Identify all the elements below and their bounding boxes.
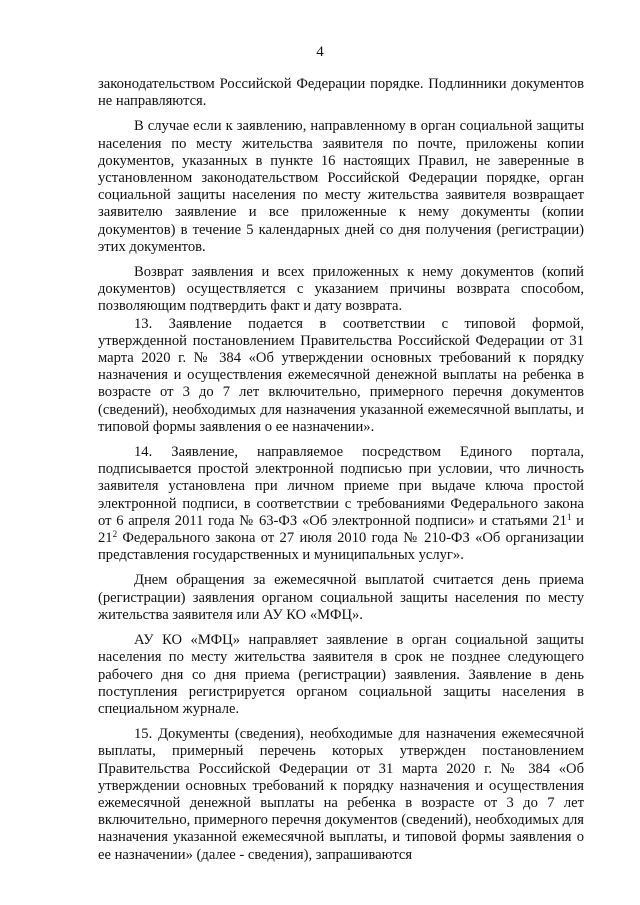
paragraph-14 (98, 444, 584, 564)
paragraph-return-reason: Возврат заявления и всех приложенных к нему документов (копий документов) осуществляется с указанием причины возврата способом, позволяющим подтвердить факт и дату возврата. (98, 264, 584, 315)
paragraph-14-text-a: 14. Заявление, направляемое посредством Единого портала, подписывается простой электронной подписью при условии, что личность заявителя установлена при личном приеме при выдаче ключа простой электронной подписи, в соответствии с требованиями Федерального закона от 6 апреля 2011 года № 63-ФЗ «Об электронной подписи» и статьями 21 (98, 444, 584, 529)
paragraph-14-text-c: Федерального закона от 27 июля 2010 года № 210-ФЗ «Об организации представления государственных и муниципальных услуг». (98, 530, 584, 564)
superscript-1: 1 (566, 511, 572, 522)
paragraph-mfc-forwarding: АУ КО «МФЦ» направляет заявление в орган социальной защиты населения по месту жительства заявителя в срок не позднее следующего рабочего дня со дня приема (регистрации) заявления. Заявление в день поступления регистрируется органом социальной защиты населения в специальном журнале. (98, 632, 584, 717)
paragraph-14-text-b: и 21 (98, 512, 584, 547)
paragraph-application-day: Днем обращения за ежемесячной выплатой считается день приема (регистрации) заявления органом социальной защиты населения по месту жительства заявителя или АУ КО «МФЦ». (98, 572, 584, 623)
paragraph-continuation: законодательством Российской Федерации порядке. Подлинники документов не направляются. (98, 76, 584, 110)
superscript-2: 2 (112, 529, 118, 540)
document-body (98, 76, 584, 864)
page-number: 4 (316, 44, 324, 60)
paragraph-return-by-mail: В случае если к заявлению, направленному в орган социальной защиты населения по месту жительства заявителя по почте, приложены копии документов, указанных в пункте 16 настоящих Правил, не заверенные в установленном законодательством Российской Федерации порядке, орган социальной защиты населения по месту жительства заявителя возвращает заявителю заявление и все приложенные к нему документы (копии документов) в течение 5 календарных дней со дня получения (регистрации) этих документов. (98, 118, 584, 255)
paragraph-13: 13. Заявление подается в соответствии с типовой формой, утвержденной постановлением Правительства Российской Федерации от 31 марта 2020 г. № 384 «Об утверждении основных требований к порядку назначения и осуществления ежемесячной денежной выплаты на ребенка в возрасте от 3 до 7 лет включительно, примерного перечня документов (сведений), необходимых для назначения указанной ежемесячной выплаты, и типовой формы заявления о ее назначении». (98, 315, 584, 435)
paragraph-15: 15. Документы (сведения), необходимые для назначения ежемесячной выплаты, примерный перечень которых утвержден постановлением Правительства Российской Федерации от 31 марта 2020 г. № 384 «Об утверждении основных требований к порядку назначения и осуществления ежемесячной денежной выплаты на ребенка в возрасте от 3 до 7 лет включительно, примерного перечня документов (сведений), необходимых для назначения указанной ежемесячной выплаты, и типовой формы заявления о ее назначении» (далее - сведения), запрашиваются (98, 726, 584, 863)
